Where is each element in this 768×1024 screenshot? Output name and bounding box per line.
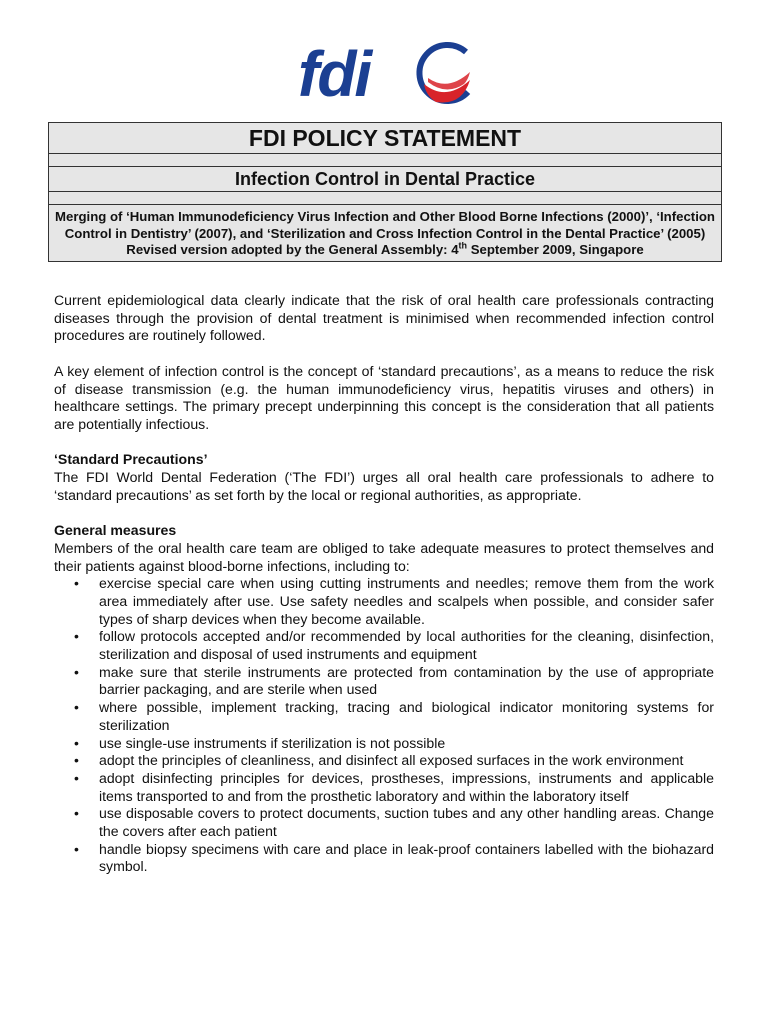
revised-suffix: September 2009, Singapore bbox=[467, 242, 644, 257]
bullet-icon: • bbox=[74, 663, 79, 680]
header-spacer bbox=[49, 154, 722, 167]
bullet-icon: • bbox=[74, 734, 79, 751]
fdi-logo bbox=[298, 36, 478, 112]
header-table bbox=[48, 122, 722, 262]
list-item: • adopt disinfecting principles for devices, prostheses, impressions, instruments and applicable items transported to and from the prosthetic laboratory and within the laboratory itself bbox=[74, 769, 714, 804]
merge-note: Merging of ‘Human Immunodeficiency Virus Infection and Other Blood Borne Infections (2000)’, ‘Infection Control in Dentistry’ (2007), and ‘Sterilization and Cross Infection Control in the Dental Practice’ (2005) bbox=[55, 209, 715, 241]
bullet-icon: • bbox=[74, 628, 79, 645]
bullet-icon: • bbox=[74, 699, 79, 716]
bullet-icon: • bbox=[74, 769, 79, 786]
revised-sup: th bbox=[458, 240, 468, 251]
list-item: • follow protocols accepted and/or recommended by local authorities for the cleaning, disinfection, sterilization and disposal of used instruments and equipment bbox=[74, 628, 714, 663]
standard-precautions-paragraph: A key element of infection control is the concept of ‘standard precautions’, as a means to reduce the risk of disease transmission (e.g. the human immunodeficiency virus, hepatitis viruses and others) in healthcare settings. The primary precept underpinning this concept is the consideration that all patients are potentially infectious. bbox=[54, 362, 714, 432]
merge-note-cell bbox=[49, 205, 722, 262]
list-item: • exercise special care when using cutting instruments and needles; remove them from the work area immediately after use. Use safety needles and scalpels when possible, and consider safer types of sharp devices when they become available. bbox=[74, 575, 714, 627]
list-item: • where possible, implement tracking, tracing and biological indicator monitoring systems for sterilization bbox=[74, 699, 714, 733]
bullet-icon: • bbox=[74, 752, 79, 769]
list-item: • handle biopsy specimens with care and place in leak-proof containers labelled with the biohazard symbol. bbox=[74, 840, 714, 875]
list-item: • use single-use instruments if sterilization is not possible bbox=[74, 734, 446, 751]
policy-title: FDI POLICY STATEMENT bbox=[49, 123, 722, 154]
header-spacer bbox=[49, 192, 722, 205]
standard-precautions-heading: ‘Standard Precautions’ bbox=[54, 451, 208, 468]
general-measures-heading: General measures bbox=[54, 522, 177, 539]
list-item: • make sure that sterile instruments are protected from contamination by the use of appropriate barrier packaging, and are sterile when used bbox=[74, 663, 714, 698]
bullet-icon: • bbox=[74, 575, 79, 592]
fdi-globe-icon bbox=[410, 40, 476, 110]
revised-note bbox=[55, 242, 715, 259]
intro-paragraph: Current epidemiological data clearly indicate that the risk of oral health care professionals contracting diseases through the provision of dental treatment is minimised when recommended infection control procedures are routinely followed. bbox=[54, 292, 714, 344]
fdi-wordmark: fdi bbox=[298, 38, 371, 110]
bullet-icon: • bbox=[74, 805, 79, 822]
policy-subtitle: Infection Control in Dental Practice bbox=[49, 167, 722, 192]
revised-prefix: Revised version adopted by the General Assembly: 4 bbox=[126, 242, 459, 257]
measures-list bbox=[54, 575, 714, 876]
document-body bbox=[54, 292, 714, 876]
standard-precautions-text: The FDI World Dental Federation (‘The FDI’) urges all oral health care professionals to adhere to ‘standard precautions’ as set forth by the local or regional authorities, as appropriate. bbox=[54, 469, 714, 503]
list-item: • use disposable covers to protect documents, suction tubes and any other handling areas. Change the covers after each patient bbox=[74, 805, 714, 840]
general-measures-intro: Members of the oral health care team are obliged to take adequate measures to protect themselves and their patients against blood-borne infections, including to: bbox=[54, 539, 714, 574]
list-item: • adopt the principles of cleanliness, and disinfect all exposed surfaces in the work environment bbox=[74, 752, 684, 769]
bullet-icon: • bbox=[74, 840, 79, 857]
